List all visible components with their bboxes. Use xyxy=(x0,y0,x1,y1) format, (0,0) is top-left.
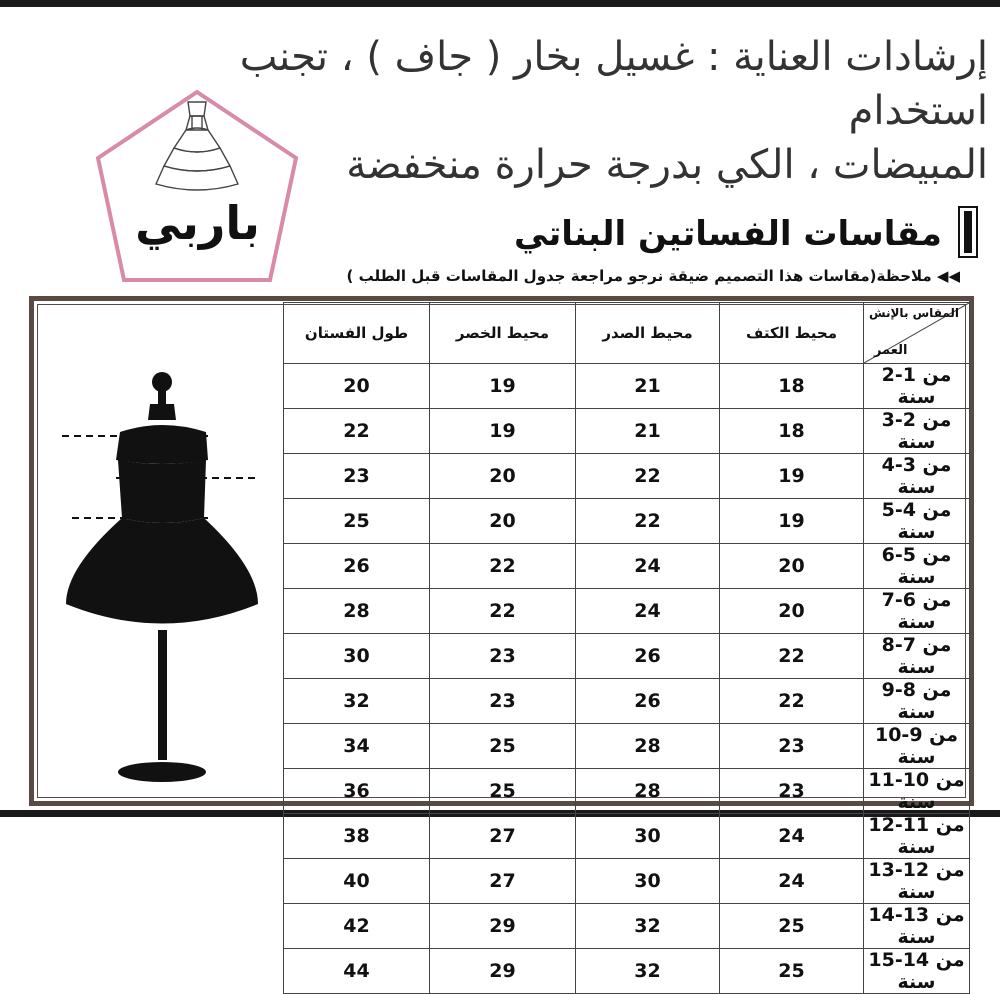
age-cell: من 6-7 سنة xyxy=(864,589,970,634)
length-cell: 42 xyxy=(284,904,430,949)
mannequin-dress-icon xyxy=(58,368,268,788)
chest-cell: 28 xyxy=(576,724,720,769)
length-cell: 34 xyxy=(284,724,430,769)
waist-cell: 25 xyxy=(430,769,576,814)
size-table xyxy=(283,302,970,994)
age-cell: من 8-9 سنة xyxy=(864,679,970,724)
shoulder-cell: 20 xyxy=(720,589,864,634)
waist-cell: 27 xyxy=(430,859,576,904)
shoulder-cell: 18 xyxy=(720,409,864,454)
shoulder-cell: 23 xyxy=(720,724,864,769)
chest-cell: 28 xyxy=(576,769,720,814)
table-row xyxy=(284,679,970,724)
waist-cell: 27 xyxy=(430,814,576,859)
length-cell: 44 xyxy=(284,949,430,994)
table-corner-cell xyxy=(864,303,970,364)
age-cell: من 13-14 سنة xyxy=(864,904,970,949)
care-instructions-line-1: إرشادات العناية : غسيل بخار ( جاف ) ، تجنب استخدام xyxy=(239,34,988,134)
age-cell: من 11-12 سنة xyxy=(864,814,970,859)
logo-wordmark: باربي xyxy=(135,196,260,250)
waist-cell: 19 xyxy=(430,364,576,409)
length-cell: 25 xyxy=(284,499,430,544)
table-header-row xyxy=(284,303,970,364)
waist-cell: 29 xyxy=(430,904,576,949)
waist-cell: 22 xyxy=(430,544,576,589)
title-marker-icon xyxy=(958,206,978,258)
chest-cell: 32 xyxy=(576,904,720,949)
shoulder-cell: 19 xyxy=(720,454,864,499)
header-length: طول الفستان xyxy=(284,303,430,364)
waist-cell: 19 xyxy=(430,409,576,454)
chest-cell: 21 xyxy=(576,364,720,409)
chest-cell: 30 xyxy=(576,814,720,859)
age-cell: من 7-8 سنة xyxy=(864,634,970,679)
table-row xyxy=(284,814,970,859)
table-row xyxy=(284,454,970,499)
age-cell: من 4-5 سنة xyxy=(864,499,970,544)
shoulder-cell: 18 xyxy=(720,364,864,409)
waist-cell: 20 xyxy=(430,499,576,544)
table-row xyxy=(284,409,970,454)
size-note: ◀◀ ملاحظة(مقاسات هذا التصميم ضيقة نرجو مراجعة جدول المقاسات قبل الطلب ) xyxy=(346,267,960,285)
age-cell: من 3-4 سنة xyxy=(864,454,970,499)
table-row xyxy=(284,589,970,634)
shoulder-cell: 25 xyxy=(720,949,864,994)
header-chest: محيط الصدر xyxy=(576,303,720,364)
shoulder-cell: 25 xyxy=(720,904,864,949)
waist-cell: 23 xyxy=(430,634,576,679)
length-cell: 32 xyxy=(284,679,430,724)
chest-cell: 21 xyxy=(576,409,720,454)
age-cell: من 12-13 سنة xyxy=(864,859,970,904)
table-row xyxy=(284,634,970,679)
length-cell: 30 xyxy=(284,634,430,679)
shoulder-cell: 22 xyxy=(720,679,864,724)
chest-cell: 26 xyxy=(576,679,720,724)
age-cell: من 5-6 سنة xyxy=(864,544,970,589)
table-row xyxy=(284,949,970,994)
chest-cell: 32 xyxy=(576,949,720,994)
length-cell: 26 xyxy=(284,544,430,589)
length-cell: 28 xyxy=(284,589,430,634)
age-cell: من 10-11 سنة xyxy=(864,769,970,814)
length-cell: 22 xyxy=(284,409,430,454)
table-row xyxy=(284,904,970,949)
length-cell: 38 xyxy=(284,814,430,859)
barbie-logo-pentagon xyxy=(92,86,302,286)
table-row xyxy=(284,544,970,589)
length-cell: 23 xyxy=(284,454,430,499)
chest-cell: 22 xyxy=(576,499,720,544)
corner-label-size: المقاس بالإنش xyxy=(869,306,959,320)
waist-cell: 29 xyxy=(430,949,576,994)
waist-cell: 22 xyxy=(430,589,576,634)
table-row xyxy=(284,364,970,409)
waist-cell: 25 xyxy=(430,724,576,769)
header-shoulder: محيط الكتف xyxy=(720,303,864,364)
chest-cell: 30 xyxy=(576,859,720,904)
shoulder-cell: 24 xyxy=(720,814,864,859)
length-cell: 20 xyxy=(284,364,430,409)
chest-cell: 26 xyxy=(576,634,720,679)
table-row xyxy=(284,724,970,769)
shoulder-cell: 20 xyxy=(720,544,864,589)
chest-cell: 24 xyxy=(576,589,720,634)
shoulder-cell: 19 xyxy=(720,499,864,544)
age-cell: من 9-10 سنة xyxy=(864,724,970,769)
age-cell: من 14-15 سنة xyxy=(864,949,970,994)
header-waist: محيط الخصر xyxy=(430,303,576,364)
care-instructions-line-2: المبيضات ، الكي بدرجة حرارة منخفضة xyxy=(346,142,988,188)
table-row xyxy=(284,499,970,544)
top-border-bar xyxy=(0,0,1000,7)
length-cell: 36 xyxy=(284,769,430,814)
waist-cell: 20 xyxy=(430,454,576,499)
waist-cell: 23 xyxy=(430,679,576,724)
shoulder-cell: 24 xyxy=(720,859,864,904)
section-title: مقاسات الفساتين البناتي xyxy=(514,214,942,254)
shoulder-cell: 23 xyxy=(720,769,864,814)
shoulder-cell: 22 xyxy=(720,634,864,679)
corner-label-age: العمر xyxy=(874,343,908,358)
length-cell: 40 xyxy=(284,859,430,904)
chest-cell: 22 xyxy=(576,454,720,499)
table-row xyxy=(284,859,970,904)
age-cell: من 2-3 سنة xyxy=(864,409,970,454)
chest-cell: 24 xyxy=(576,544,720,589)
age-cell: من 1-2 سنة xyxy=(864,364,970,409)
table-row xyxy=(284,769,970,814)
